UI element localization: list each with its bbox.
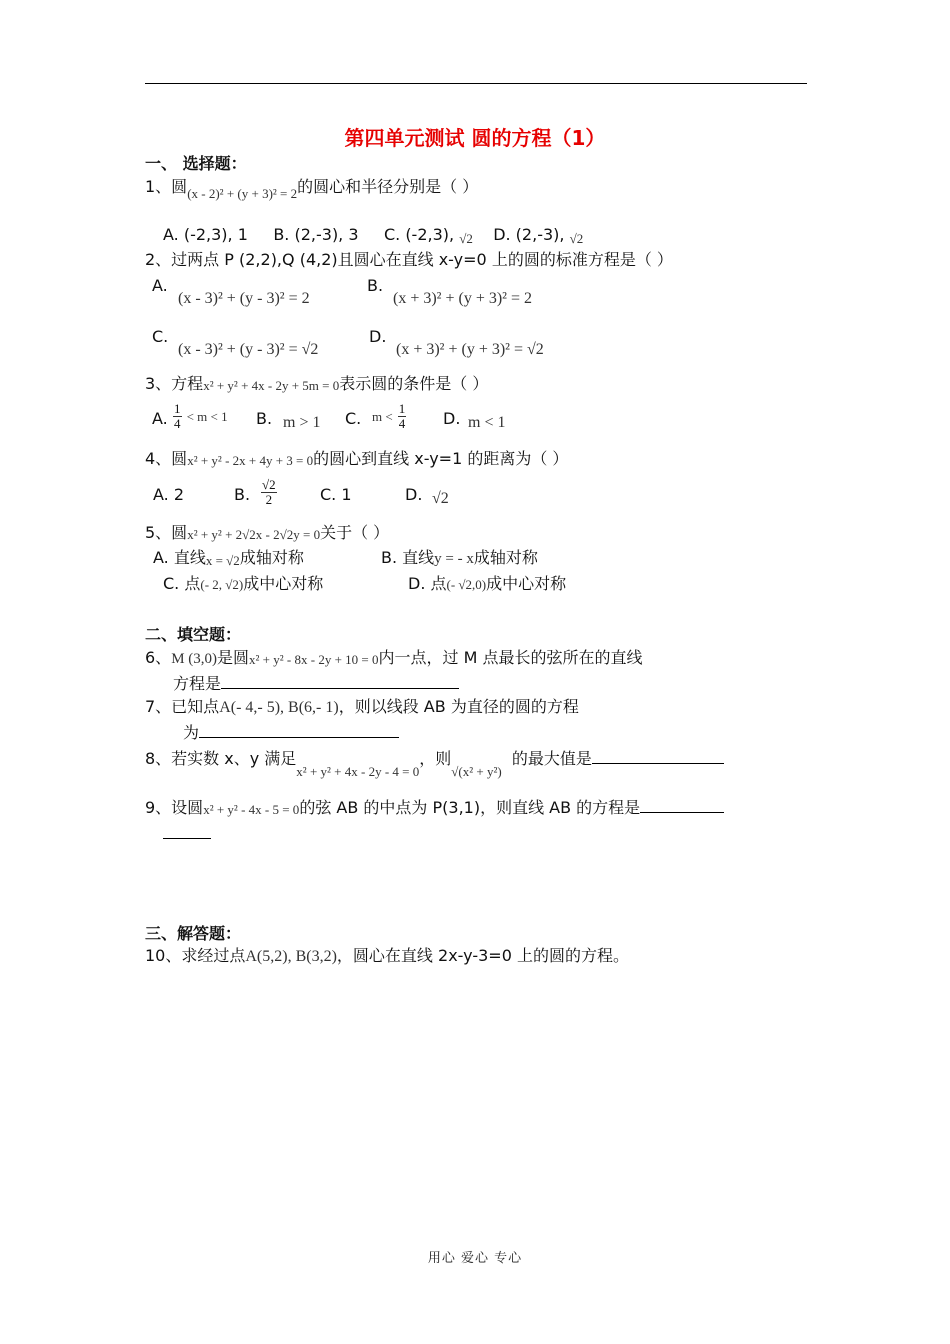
q3-option-d-label: D. bbox=[443, 409, 461, 428]
question-3 bbox=[145, 373, 488, 396]
question-4 bbox=[145, 448, 568, 471]
q9-answer-blank-2[interactable] bbox=[163, 822, 211, 839]
q2-option-a-equation: (x - 3)² + (y - 3)² = 2 bbox=[178, 290, 310, 307]
question-1-suffix: 的圆心和半径分别是（ ） bbox=[297, 177, 479, 196]
question-4-equation: x² + y² - 2x + 4y + 3 = 0 bbox=[187, 453, 314, 468]
question-5-prefix: 5、圆 bbox=[145, 523, 188, 542]
q3-option-c-label: C. bbox=[345, 409, 362, 428]
q5-option-b: B. 直线y = - x成轴对称 bbox=[381, 548, 538, 567]
q8-answer-blank[interactable] bbox=[592, 747, 724, 764]
q3-option-a-label: A. bbox=[152, 409, 168, 428]
q2-option-b-equation: (x + 3)² + (y + 3)² = 2 bbox=[393, 290, 532, 307]
q5-option-d: D. 点(- √2,0)成中心对称 bbox=[408, 574, 567, 593]
question-3-suffix: 表示圆的条件是（ ） bbox=[339, 374, 489, 393]
q3-option-b-label: B. bbox=[256, 409, 273, 428]
q1-option-c-math: √2 bbox=[459, 231, 473, 246]
question-1-options bbox=[163, 224, 583, 247]
q1-option-a: A. (-2,3), 1 bbox=[163, 225, 248, 244]
page-title: 第四单元测试 圆的方程（1） bbox=[344, 126, 606, 150]
question-3-equation: x² + y² + 4x - 2y + 5m = 0 bbox=[203, 378, 340, 393]
question-6-equation: x² + y² - 8x - 2y + 10 = 0 bbox=[249, 652, 379, 667]
q1-option-d: D. (2,-3), bbox=[493, 225, 565, 244]
question-10-points: A(5,2), B(3,2) bbox=[245, 948, 337, 965]
question-10: 10、求经过点A(5,2), B(3,2)，圆心在直线 2x-y-3=0 上的圆的方程。 bbox=[145, 946, 629, 965]
q3-option-d-equation: m < 1 bbox=[468, 414, 506, 431]
section-choice-heading: 一、 选择题： bbox=[145, 154, 247, 173]
q6-answer-blank[interactable] bbox=[221, 672, 459, 689]
q5-option-a: A. 直线x = √2成轴对称 bbox=[153, 548, 304, 568]
q7-answer-blank[interactable] bbox=[199, 721, 399, 738]
header-rule bbox=[145, 83, 807, 84]
question-4-suffix: 的圆心到直线 x-y=1 的距离为（ ） bbox=[313, 449, 569, 468]
question-3-prefix: 3、方程 bbox=[145, 374, 204, 393]
question-7-line2: 为 bbox=[183, 721, 399, 744]
question-8: 8、若实数 x、y 满足$_{x^2 + y^2 + 4x - 2y - 4 = 0}$，则$_{√(x^2 + y^2)}$ 的最大值是 bbox=[145, 747, 724, 771]
question-5-equation: x² + y² + 2√2x - 2√2y = 0 bbox=[187, 527, 321, 542]
q1-option-c: C. (-2,3), bbox=[383, 225, 455, 244]
section-fill-heading: 二、填空题： bbox=[145, 625, 242, 644]
q2-option-c-equation: (x - 3)² + (y - 3)² = √2 bbox=[178, 341, 319, 358]
q4-option-c: C. 1 bbox=[320, 485, 352, 504]
q2-option-b-label: B. bbox=[367, 276, 384, 295]
q3-option-a-rest: < m < 1 bbox=[186, 409, 228, 424]
page-footer: 用心 爱心 专心 bbox=[427, 1251, 523, 1266]
q4-option-b-math bbox=[261, 478, 277, 507]
question-5 bbox=[145, 522, 389, 545]
question-1-prefix: 1、圆 bbox=[145, 177, 188, 196]
question-8-equation: x² + y² + 4x - 2y - 4 = 0 bbox=[296, 764, 420, 779]
q1-option-b: B. (2,-3), 3 bbox=[273, 225, 359, 244]
q1-option-d-math: √2 bbox=[569, 231, 584, 246]
question-8-expression: √(x² + y²) bbox=[451, 764, 502, 779]
question-5-suffix: 关于（ ） bbox=[320, 523, 390, 542]
question-6: 6、M (3,0)是圆x² + y² - 8x - 2y + 10 = 0内一点，过 M 点最长的弦所在的直线 bbox=[145, 648, 643, 667]
question-7: 7、已知点A(- 4,- 5), B(6,- 1)，则以线段 AB 为直径的圆的方程 bbox=[145, 697, 579, 716]
q3-option-b-equation: m > 1 bbox=[283, 414, 321, 431]
question-2: 2、过两点 P (2,2),Q (4,2)且圆心在直线 x-y=0 上的圆的标准方程是（ ） bbox=[145, 250, 673, 269]
question-9: 9、设圆x² + y² - 4x - 5 = 0的弦 AB 的中点为 P(3,1)，则直线 AB 的方程是 bbox=[145, 796, 724, 820]
q4-option-a: A. 2 bbox=[153, 485, 185, 504]
q9-answer-blank[interactable] bbox=[640, 796, 724, 813]
q4-option-d-math: √2 bbox=[432, 490, 449, 507]
question-7-points: A(- 4,- 5), B(6,- 1) bbox=[219, 699, 339, 716]
q2-option-d-label: D. bbox=[369, 327, 387, 346]
question-4-prefix: 4、圆 bbox=[145, 449, 188, 468]
q2-option-a-label: A. bbox=[152, 276, 168, 295]
q3-option-a-fraction: $\frac{1}{4}$ bbox=[174, 401, 181, 431]
section-solve-heading: 三、解答题： bbox=[145, 924, 242, 943]
q5-option-c: C. 点(- 2, √2)成中心对称 bbox=[163, 574, 324, 593]
q4-option-b-fraction: $\frac{√2}{2}$ bbox=[262, 477, 276, 507]
question-1-equation: (x - 2)² + (y + 3)² = 2 bbox=[187, 186, 298, 201]
question-1 bbox=[145, 176, 478, 199]
q2-option-d-equation: (x + 3)² + (y + 3)² = √2 bbox=[396, 341, 544, 358]
question-9-line2 bbox=[163, 822, 211, 845]
q4-option-b-label: B. bbox=[234, 485, 251, 504]
q3-option-a-math bbox=[173, 402, 228, 431]
question-6-line2: 方程是 bbox=[173, 672, 459, 695]
question-9-equation: x² + y² - 4x - 5 = 0 bbox=[203, 802, 300, 817]
q3-option-c-fraction: $\frac{1}{4}$ bbox=[398, 401, 406, 431]
q4-option-d-label: D. bbox=[405, 485, 423, 504]
q3-option-c-math: m < $\frac{1}{4}$ bbox=[372, 401, 406, 431]
q2-option-c-label: C. bbox=[152, 327, 169, 346]
